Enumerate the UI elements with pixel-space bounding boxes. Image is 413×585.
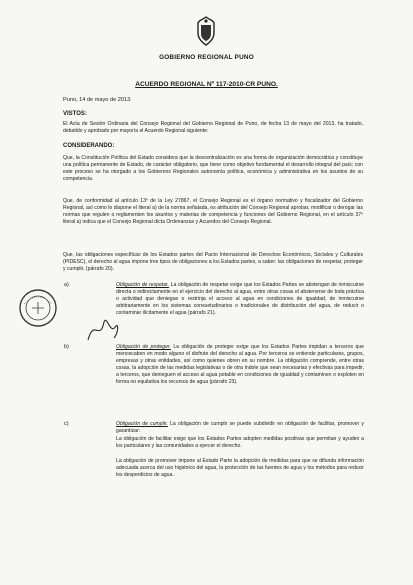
item-c [116,421,364,435]
vistos-text: El Acta de Sesión Ordinaria del Consejo Regional del Gobierno Regional de Puno, de fecha 13 de mayo del 2013, ha tratado, debatido y aprobado por mayoría el Acuerdo Regional siguiente: [63,121,363,134]
considerando-paragraph-3: Que, las obligaciones específicas de los Estados partes del Pacto Internacional de Derechos Económicos, Sociales y Culturales (PIDESC), el derecho al agua impone tres tipos de obligaciones a los Estados partes, a saber: las obligaciones de respetar, proteger y cumplir. (párrafo 20). [63,252,363,272]
item-a-lead: Obligación de respetar. [116,282,169,288]
date-line: Puno, 14 de mayo de 2013. [63,97,132,103]
considerando-heading: CONSIDERANDO: [63,143,115,149]
sub-item-facilitar: La obligación de facilitar exige que los Estados Partes adopten medidas positivas que permitan y ayuden a los particulares y las comunidades a ejercer el derecho. [116,436,364,449]
considerando-paragraph-1: Que, la Constitución Política del Estado considera que la descentralización es una forma de organización democrática y constituye una política permanente de Estado, de carácter obligatorio, que tiene como objetivo fundamental el desarrollo integral del país; con este proceso se ha otorgado a los Gobiernos Regionales autonomía política, económica y administrativa en los asuntos de su competencia. [63,155,363,182]
government-name: GOBIERNO REGIONAL PUNO [159,54,254,61]
document-title: ACUERDO REGIONAL Nº 117-2010-CR PUNO. [135,81,278,88]
round-stamp-icon [18,288,58,328]
item-b-text: La obligación de proteger exige que los Estados Partes impidan a terceros que menoscaben en modo alguno el disfrute del derecho al agua. Por terceros se entiende particulares, grupos, empresas y otras entidades, así como quienes obren en su nombre. La obligación comprende, entre otras cosas, la adopción de las medidas legislativas o de otra índole que sean necesarias y efectivas para impedir, a terceros, que denieguen el acceso al agua potable en condiciones de igualdad y contaminen o exploten en forma no equitativa los recursos de agua (párrafo 23). [116,344,364,385]
sub-item-promover: La obligación de promover impone al Estado Parte la adopción de medidas para que se difunda información adecuada acerca del uso higiénico del agua, la protección de las fuentes de agua y los métodos para reducir los desperdicios de agua. [116,458,364,478]
item-b [116,344,364,386]
item-b-lead: Obligación de proteger. [116,344,171,350]
item-letter-c: c) [64,421,69,427]
coat-of-arms-icon [196,16,216,46]
item-c-text: La obligación de cumplir se puede subdividir en obligación de facilitar, promover y garantizar: [116,421,364,434]
item-c-lead: Obligación de cumplir. [116,421,168,427]
vistos-heading: VISTOS: [63,111,87,117]
considerando-paragraph-2: Que, de conformidad al artículo 13º de la Ley 27867, el Consejo Regional es el órgano normativo y fiscalizador del Gobierno Regional, así como lo dispone el literal a) de la norma señalada, es atribución del Consejo Regional aprobar, modificar o derogar las normas que regulen o reglamenten los asuntos y materias de competencia y funciones del Gobierno Regional, en el artículo 37º literal a) indica que el Consejo Regional dicta Ordenanzas y Acuerdos del Consejo Regional. [63,198,363,225]
signature-mark [86,312,120,346]
item-a-text: La obligación de respetar exige que los Estados Partes se abstengan de inmiscuirse directa o indirectamente en el ejercicio del derecho al agua, entre otras cosas el abstenerse de toda práctica o actividad que deniegue o restrinja el acceso al agua en condiciones de igualdad, de inmiscuirse arbitrariamente en los sistemas consuetudinarios o tradicionales de distribución del agua, de reducir o contaminar ilícitamente el agua (párrafo 21). [116,282,364,316]
item-letter-a: a) [64,282,69,288]
item-a [116,282,364,317]
item-letter-b: b) [64,344,69,350]
